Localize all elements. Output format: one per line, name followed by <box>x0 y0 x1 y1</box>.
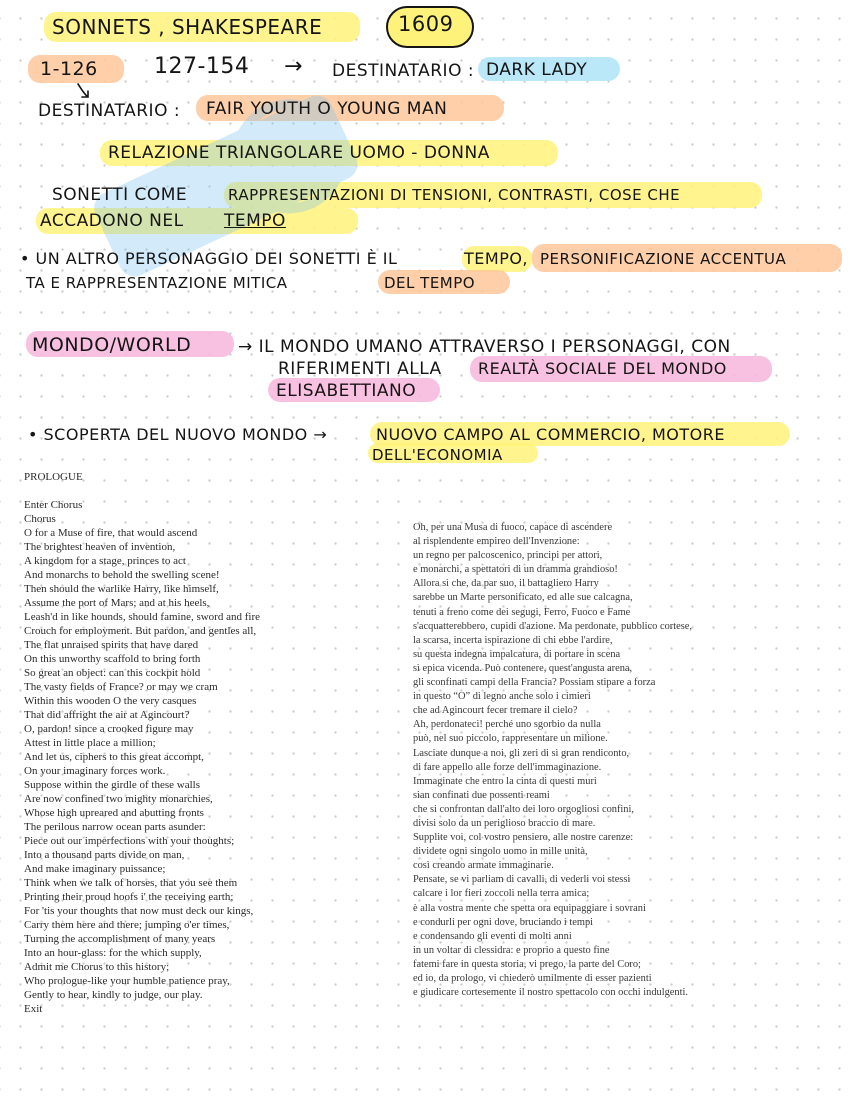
notes-sonetti-1a: SONETTI COME <box>52 185 188 205</box>
notes-scoperta-a: • SCOPERTA DEL NUOVO MONDO → <box>28 425 328 444</box>
notes-personaggio-1b: TEMPO, <box>464 249 529 268</box>
notes-sonetti-2b: TEMPO <box>224 211 286 231</box>
notes-personaggio-1a: • UN ALTRO PERSONAGGIO DEI SONETTI È IL <box>20 249 398 268</box>
text-line: di fare appello alle forze dell'immaginazione. <box>413 761 602 773</box>
text-line: così creando armate immaginarie. <box>413 860 554 872</box>
text-line: Exit <box>24 1003 43 1015</box>
text-line: in questo “O” di legno anche solo i cimieri <box>413 691 591 703</box>
text-line: The perilous narrow ocean parts asunder: <box>24 821 206 833</box>
notes-range-a: 1-126 <box>40 58 98 80</box>
text-line: Suppose within the girdle of these walls <box>24 779 200 791</box>
text-line: un regno per palcoscenico, principi per attori, <box>413 550 603 562</box>
text-line: Immaginate che entro la cinta di questi muri <box>413 775 597 787</box>
text-line: And monarchs to behold the swelling scene! <box>24 569 220 581</box>
text-line: dividete ogni singolo uomo in mille unità, <box>413 846 588 858</box>
text-line: s'acquatterebbero, cupidi d'azione. Ma perdonate, pubblico cortese, <box>413 620 692 632</box>
text-line: For 'tis your thoughts that now must deck our kings, <box>24 905 254 917</box>
text-line: che ad Agincourt fecer tremare il cielo? <box>413 705 578 717</box>
text-line: e condurli per ogni dove, bruciando i tempi <box>413 916 594 928</box>
notes-arrow-b: → <box>284 54 303 79</box>
text-line: Allora sì che, da par suo, il battagliero Harry <box>413 578 599 590</box>
text-line: Supplite voi, col vostro pensiero, alle nostre carenze: <box>413 832 634 844</box>
text-line: The flat unraised spirits that have dared <box>24 639 199 651</box>
text-line: And make imaginary puissance; <box>24 863 166 875</box>
notes-scoperta-b: NUOVO CAMPO AL COMMERCIO, MOTORE <box>376 425 725 444</box>
notes-dark-lady: DARK LADY <box>486 60 588 80</box>
text-line: ed io, da prologo, vi chiederò umilmente di esser pazienti <box>413 973 652 984</box>
text-line: sarebbe un Marte personificato, ed alle sue calcagna, <box>413 592 633 604</box>
text-line: On this unworthy scaffold to bring forth <box>24 653 201 665</box>
english-lines <box>24 498 260 1016</box>
text-line: So great an object: can this cockpit hold <box>24 667 201 679</box>
notes-scoperta-c: DELL'ECONOMIA <box>372 446 503 464</box>
text-line: Whose high upreared and abutting fronts <box>24 807 204 819</box>
text-line: And let us, ciphers to this great accompt, <box>24 751 204 763</box>
text-line: That did affright the air at Agincourt? <box>24 709 190 721</box>
text-line: fatemi fare in questa storia, vi prego, la parte del Coro; <box>413 958 641 970</box>
notes-destinatario-b-label: DESTINATARIO : <box>332 61 475 81</box>
text-line: la scarsa, incerta ispirazione di chi ebbe l'ardire, <box>413 634 613 646</box>
italian-lines <box>413 521 692 1000</box>
text-line: Into a thousand parts divide on man, <box>24 849 185 861</box>
notes-range-b: 127-154 <box>154 54 250 79</box>
english-prologue <box>24 470 260 1016</box>
text-line: calcare i lor fieri zoccoli nella terra amica; <box>413 888 590 900</box>
text-line: O, pardon! since a crooked figure may <box>24 723 194 735</box>
text-line: Into an hour-glass: for the which supply, <box>24 947 202 959</box>
down-arrow-icon <box>74 82 94 100</box>
text-line: e giudicare cortesemente il nostro spettacolo con occhi indulgenti. <box>413 987 688 999</box>
notes-relazione: RELAZIONE TRIANGOLARE UOMO - DONNA <box>108 143 490 163</box>
notes-mondo-2b: REALTÀ SOCIALE DEL MONDO <box>478 359 727 378</box>
notes-destinatario-a-label: DESTINATARIO : <box>38 101 181 121</box>
text-line: può, nel suo piccolo, rappresentare un milione. <box>413 733 608 745</box>
text-line: sian confinati due possenti reami <box>413 789 550 801</box>
text-line: Oh, per una Musa di fuoco, capace di ascendere <box>413 522 613 533</box>
text-line: Carry them here and there; jumping o'er times, <box>24 919 230 931</box>
text-line: in un voltar di clessidra: e proprio a questo fine <box>413 944 610 956</box>
notes-year: 1609 <box>398 12 454 36</box>
notes-title: SONNETS , SHAKESPEARE <box>52 15 323 39</box>
text-line: Who prologue-like your humble patience pray, <box>24 975 230 987</box>
notes-personaggio-2b: DEL TEMPO <box>384 274 476 292</box>
notes-personaggio-2a: TA E RAPPRESENTAZIONE MITICA <box>26 274 288 292</box>
italian-prologue <box>413 521 692 1000</box>
text-line: e condensando gli eventi di molti anni <box>413 930 572 942</box>
text-line: A kingdom for a stage, princes to act <box>24 555 186 567</box>
text-line: divisi solo da un periglioso braccio di mare. <box>413 817 596 829</box>
text-line: Attest in little place a million; <box>24 737 156 749</box>
notes-personaggio-1c: PERSONIFICAZIONE ACCENTUA <box>540 250 787 268</box>
text-line: Lasciate dunque a noi, gli zeri di sì gran rendiconto, <box>413 747 630 759</box>
text-line: che si confrontan dall'alto dei loro orgogliosi confini, <box>413 803 634 815</box>
text-line: è alla vostra mente che spetta ora equipaggiare i sovrani <box>413 902 646 914</box>
text-line: Assume the port of Mars; and at his heels, <box>24 597 210 609</box>
text-line: Think when we talk of horses, that you see them <box>24 877 238 889</box>
text-line: Printing their proud hoofs i' the receiving earth; <box>24 891 234 903</box>
notes-mondo-1: → IL MONDO UMANO ATTRAVERSO I PERSONAGGI, CON <box>238 337 731 357</box>
notes-fair-youth: FAIR YOUTH O YOUNG MAN <box>206 99 448 119</box>
text-line: gli sconfinati campi della Francia? Possiam stipare a forza <box>413 677 656 689</box>
text-line: al risplendente empireo dell'Invenzione: <box>413 536 580 548</box>
text-line: Leash'd in like hounds, should famine, sword and fire <box>24 611 260 623</box>
notes-mondo-label: MONDO/WORLD <box>32 334 192 356</box>
notes-sonetti-1b: RAPPRESENTAZIONI DI TENSIONI, CONTRASTI, COSE CHE <box>228 186 681 204</box>
text-line: su questa indegna impalcatura, di portare in scena <box>413 648 621 660</box>
text-line: Gently to hear, kindly to judge, our play. <box>24 989 203 1001</box>
text-line: Turning the accomplishment of many years <box>24 933 216 945</box>
text-line: Are now confined two mighty monarchies, <box>24 793 213 805</box>
text-line: Piece out our imperfections with your thoughts; <box>24 835 235 847</box>
text-line: Within this wooden O the very casques <box>24 695 197 707</box>
text-line: e monarchi, a spettatori di un dramma grandioso! <box>413 564 618 576</box>
text-line: On your imaginary forces work. <box>24 765 166 777</box>
notes-mondo-2a: RIFERIMENTI ALLA <box>278 359 442 379</box>
text-line: The brightest heaven of invention, <box>24 541 176 553</box>
text-line: tenuti a freno come dei segugi, Ferro, Fuoco e Fame <box>413 606 631 618</box>
text-line: Crouch for employment. But pardon, and gentles all, <box>24 625 257 637</box>
text-line: Chorus <box>24 513 56 525</box>
prologue-heading: PROLOGUE <box>24 471 83 483</box>
text-line: O for a Muse of fire, that would ascend <box>24 527 198 539</box>
notes-sonetti-2a: ACCADONO NEL <box>40 211 184 231</box>
text-line: Then should the warlike Harry, like himself, <box>24 583 219 595</box>
text-line: Admit me Chorus to this history; <box>24 961 170 973</box>
text-line: Pensate, se vi parliam di cavalli, di vederli voi stessi <box>413 874 631 886</box>
notes-mondo-3: ELISABETTIANO <box>276 381 417 401</box>
text-line: sì epica vicenda. Può contenere, quest'angusta arena, <box>413 662 633 674</box>
text-line: Ah, perdonateci! perché uno sgorbio da nulla <box>413 719 601 731</box>
text-line: The vasty fields of France? or may we cram <box>24 681 218 693</box>
text-line: Enter Chorus <box>24 499 83 511</box>
